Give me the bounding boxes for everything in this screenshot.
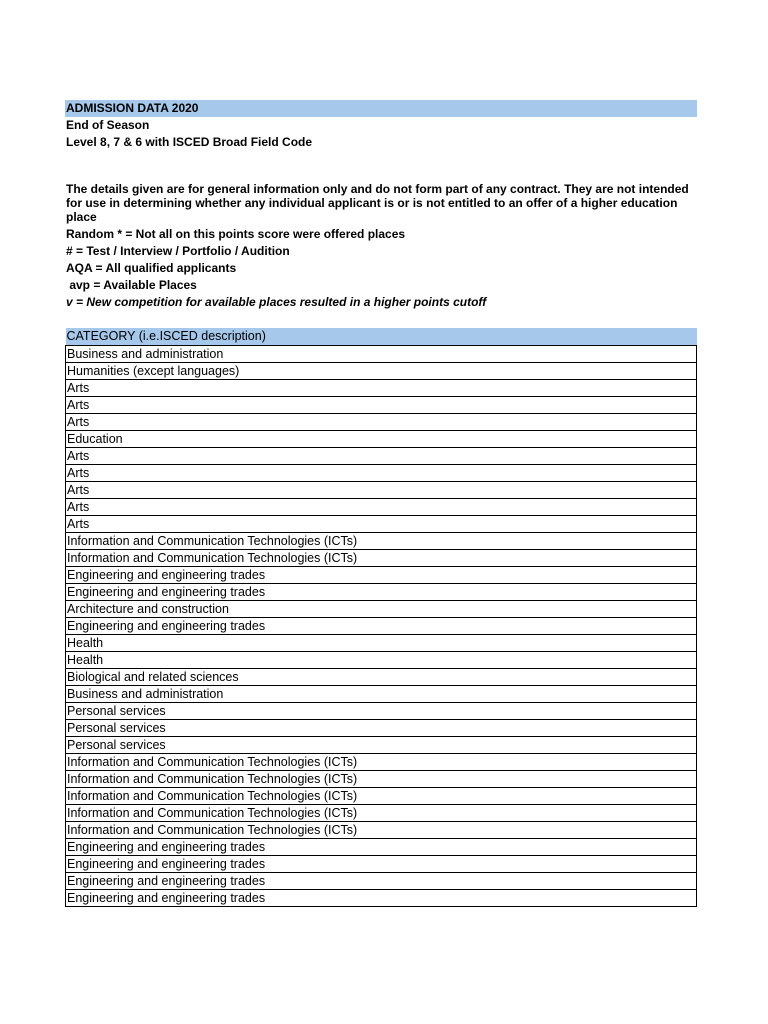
category-header: CATEGORY (i.e.ISCED description) xyxy=(66,328,697,346)
table-row xyxy=(66,397,697,414)
category-cell: Information and Communication Technologies (ICTs) xyxy=(66,805,697,822)
table-row xyxy=(66,465,697,482)
table-row xyxy=(66,363,697,380)
table-row xyxy=(66,686,697,703)
legend-avp: avp = Available Places xyxy=(66,278,197,292)
table-row xyxy=(66,754,697,771)
category-cell: Information and Communication Technologies (ICTs) xyxy=(66,533,697,550)
category-cell: Personal services xyxy=(66,703,697,720)
table-row xyxy=(66,346,697,363)
category-cell: Health xyxy=(66,652,697,669)
category-cell: Business and administration xyxy=(66,686,697,703)
document-page xyxy=(65,100,697,907)
table-row xyxy=(66,873,697,890)
table-row xyxy=(66,431,697,448)
table-row xyxy=(66,448,697,465)
table-row xyxy=(66,720,697,737)
table-row xyxy=(66,652,697,669)
table-row xyxy=(66,414,697,431)
category-cell: Arts xyxy=(66,482,697,499)
category-cell: Business and administration xyxy=(66,346,697,363)
category-cell: Arts xyxy=(66,380,697,397)
category-cell: Humanities (except languages) xyxy=(66,363,697,380)
table-row xyxy=(66,550,697,567)
category-cell: Personal services xyxy=(66,737,697,754)
table-row xyxy=(66,499,697,516)
season-line: End of Season xyxy=(66,118,150,132)
category-table-body xyxy=(66,346,697,907)
category-cell: Personal services xyxy=(66,720,697,737)
table-row xyxy=(66,890,697,907)
category-cell: Health xyxy=(66,635,697,652)
category-cell: Arts xyxy=(66,448,697,465)
table-row xyxy=(66,584,697,601)
category-cell: Arts xyxy=(66,499,697,516)
level-line: Level 8, 7 & 6 with ISCED Broad Field Code xyxy=(66,135,313,149)
table-row xyxy=(66,788,697,805)
legend-random: Random * = Not all on this points score were offered places xyxy=(66,227,406,241)
spacer xyxy=(65,311,697,328)
table-row xyxy=(66,839,697,856)
category-cell: Engineering and engineering trades xyxy=(66,584,697,601)
category-cell: Arts xyxy=(66,397,697,414)
legend-aqa: AQA = All qualified applicants xyxy=(66,261,237,275)
table-row xyxy=(66,822,697,839)
category-cell: Engineering and engineering trades xyxy=(66,567,697,584)
category-cell: Engineering and engineering trades xyxy=(66,873,697,890)
table-row xyxy=(66,533,697,550)
category-cell: Architecture and construction xyxy=(66,601,697,618)
table-row xyxy=(66,703,697,720)
table-row xyxy=(66,805,697,822)
table-row xyxy=(66,737,697,754)
category-cell: Information and Communication Technologies (ICTs) xyxy=(66,822,697,839)
document-title: ADMISSION DATA 2020 xyxy=(65,100,697,117)
disclaimer-text: The details given are for general information only and do not form part of any contract. They are not intended for use in determining whether any individual applicant is or is not entitled to an offer of a higher education place xyxy=(66,182,689,224)
table-row xyxy=(66,516,697,533)
category-cell: Information and Communication Technologies (ICTs) xyxy=(66,771,697,788)
table-row xyxy=(66,601,697,618)
category-table xyxy=(65,328,697,907)
category-cell: Engineering and engineering trades xyxy=(66,890,697,907)
table-row xyxy=(66,618,697,635)
table-row xyxy=(66,380,697,397)
table-row xyxy=(66,567,697,584)
category-cell: Engineering and engineering trades xyxy=(66,839,697,856)
spacer xyxy=(65,151,697,182)
category-cell: Information and Communication Technologies (ICTs) xyxy=(66,550,697,567)
category-cell: Engineering and engineering trades xyxy=(66,618,697,635)
category-cell: Information and Communication Technologies (ICTs) xyxy=(66,788,697,805)
category-cell: Biological and related sciences xyxy=(66,669,697,686)
legend-test: # = Test / Interview / Portfolio / Audition xyxy=(66,244,290,258)
table-row xyxy=(66,669,697,686)
legend-v: v = New competition for available places resulted in a higher points cutoff xyxy=(66,295,487,309)
table-row xyxy=(66,856,697,873)
table-row xyxy=(66,771,697,788)
category-cell: Education xyxy=(66,431,697,448)
category-cell: Arts xyxy=(66,414,697,431)
category-cell: Information and Communication Technologies (ICTs) xyxy=(66,754,697,771)
category-cell: Arts xyxy=(66,465,697,482)
category-cell: Arts xyxy=(66,516,697,533)
table-row xyxy=(66,482,697,499)
category-cell: Engineering and engineering trades xyxy=(66,856,697,873)
table-row xyxy=(66,635,697,652)
